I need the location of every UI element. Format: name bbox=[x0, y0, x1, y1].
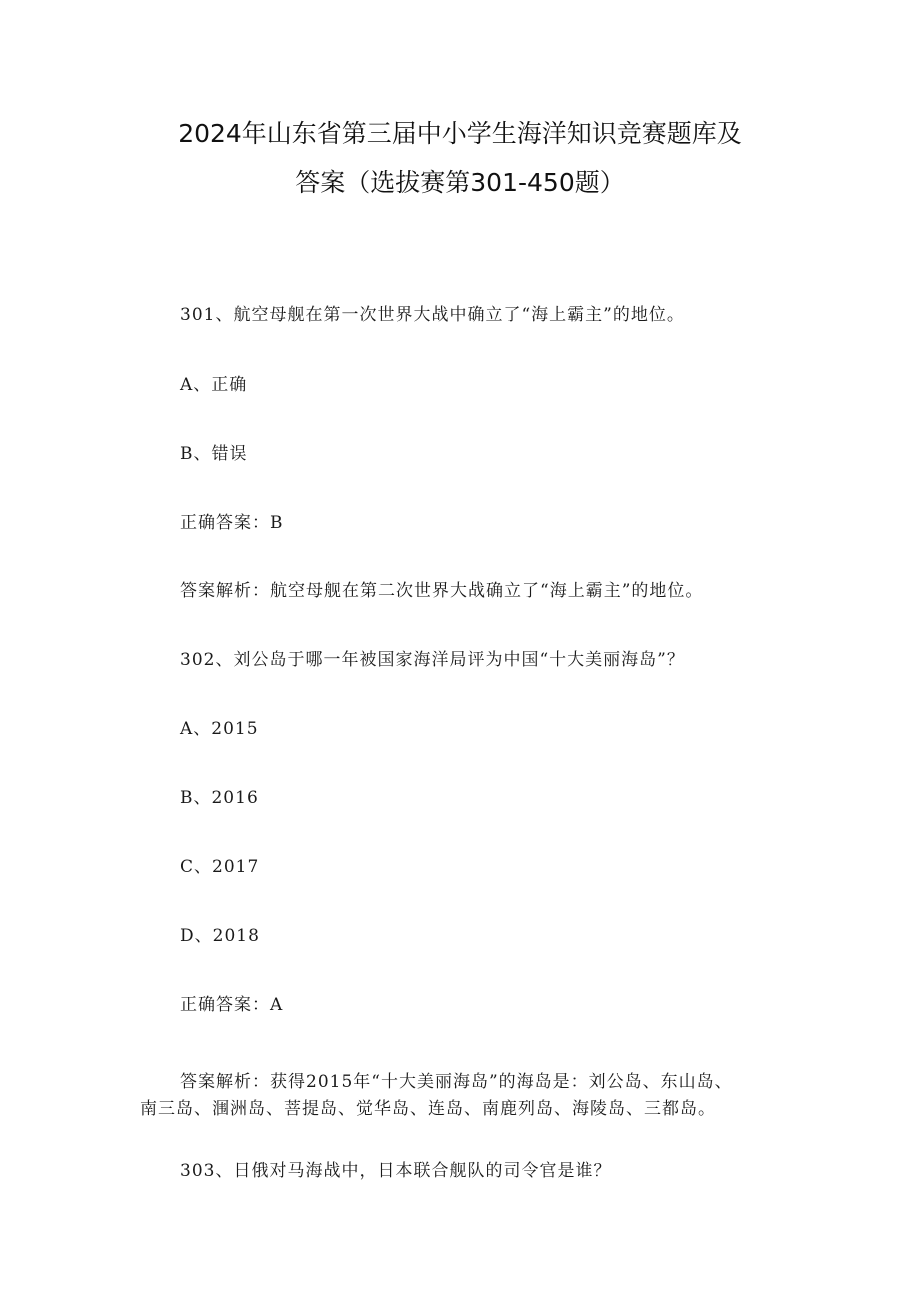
question-302-text: 302、刘公岛于哪一年被国家海洋局评为中国“十大美丽海岛”？ bbox=[180, 650, 685, 670]
question-302-analysis-line-2: 南三岛、涠洲岛、菩提岛、觉华岛、连岛、南鹿列岛、海陵岛、三都岛。 bbox=[140, 1099, 716, 1119]
question-302-option-c: C、2017 bbox=[180, 857, 260, 877]
question-302-option-d: D、2018 bbox=[180, 926, 260, 946]
document-title-line-1: 2024年山东省第三届中小学生海洋知识竞赛题库及 bbox=[178, 119, 742, 148]
question-301-answer: 正确答案：B bbox=[180, 513, 284, 533]
document-title-line-2: 答案（选拔赛第301-450题） bbox=[295, 168, 625, 197]
question-301-text: 301、航空母舰在第一次世界大战中确立了“海上霸主”的地位。 bbox=[180, 305, 685, 325]
question-301-option-a: A、正确 bbox=[180, 375, 248, 395]
question-302-answer: 正确答案：A bbox=[180, 995, 284, 1015]
question-302-option-b: B、2016 bbox=[180, 788, 259, 808]
question-302-option-a: A、2015 bbox=[180, 719, 259, 739]
question-301-option-b: B、错误 bbox=[180, 444, 248, 464]
question-302-analysis-line-1: 答案解析：获得2015年“十大美丽海岛”的海岛是：刘公岛、东山岛、 bbox=[180, 1072, 733, 1092]
question-301-analysis: 答案解析：航空母舰在第二次世界大战确立了“海上霸主”的地位。 bbox=[180, 581, 704, 601]
question-303-text: 303、日俄对马海战中，日本联合舰队的司令官是谁？ bbox=[180, 1161, 612, 1181]
